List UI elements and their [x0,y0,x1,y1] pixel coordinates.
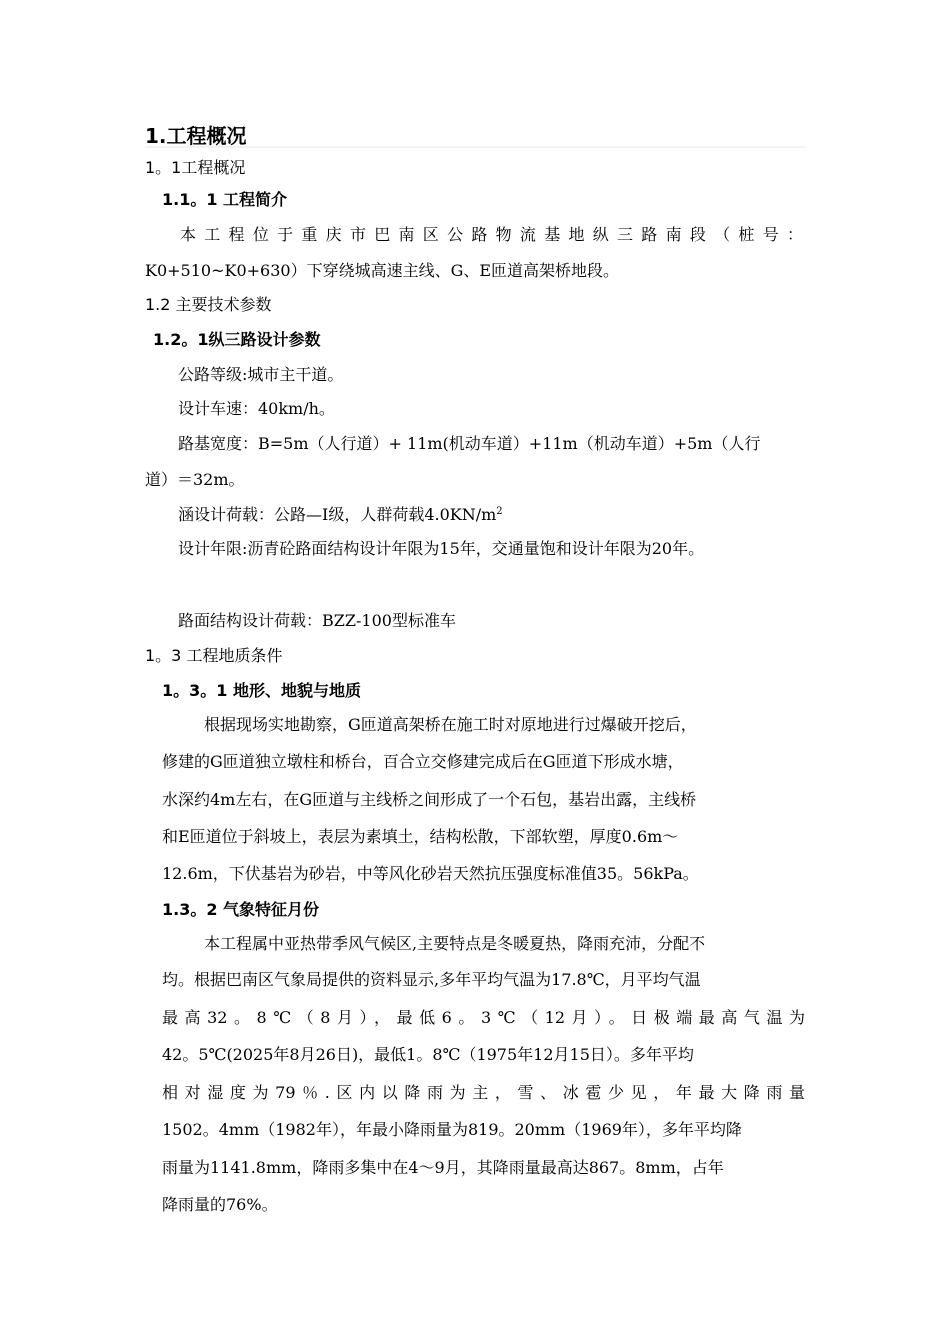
param-road-grade: 公路等级:城市主干道。 [178,365,344,384]
geology-line-5: 12.6m，下伏基岩为砂岩，中等风化砂岩天然抗压强度标准值35。56kPa。 [162,864,699,883]
climate-line-1: 本工程属中亚热带季风气候区,主要特点是冬暖夏热，降雨充沛，分配不 [204,934,706,953]
climate-line-2: 均。根据巴南区气象局提供的资料显示,多年平均气温为17.8℃，月平均气温 [162,970,701,989]
climate-line-8: 降雨量的76%。 [162,1195,278,1214]
section-1-2-1-title: 1.2。1纵三路设计参数 [153,330,321,349]
section-1-3-2-title: 1.3。2 气象特征月份 [162,900,320,919]
geology-line-4: 和E匝道位于斜坡上，表层为素填土，结构松散，下部软塑，厚度0.6m～ [162,827,679,846]
climate-line-6: 1502。4mm（1982年），年最小降雨量为819。20mm（1969年），多年平均降 [162,1120,742,1139]
geology-line-3: 水深约4m左右，在G匝道与主线桥之间形成了一个石包，基岩出露，主线桥 [162,790,697,809]
section-1-2-title: 1.2 主要技术参数 [145,295,272,314]
param-pavement-load: 路面结构设计荷载：BZZ-100型标准车 [178,611,456,630]
param-design-speed: 设计车速：40km/h。 [178,399,335,418]
param-subgrade-width-line-2: 道）＝32m。 [145,470,245,489]
section-1-3-title: 1。3 工程地质条件 [145,646,283,665]
intro-paragraph-line-2: K0+510~K0+630）下穿绕城高速主线、G、E匝道高架桥地段。 [145,261,620,280]
climate-line-7: 雨量为1141.8mm，降雨多集中在4～9月，其降雨量最高达867。8mm，占年 [162,1158,724,1177]
intro-paragraph-line-1: 本工程位于重庆市巴南区公路物流基地纵三路南段（桩号： [180,225,803,244]
climate-line-4: 42。5℃(2025年8月26日)，最低1。8℃（1975年12月15日）。多年平均 [162,1045,694,1064]
param-culvert-load-text: 涵设计荷载：公路—Ⅰ级，人群荷载4.0KN/m [178,505,497,524]
section-1-1-title: 1。1工程概况 [145,158,246,177]
param-design-life: 设计年限:沥青砼路面结构设计年限为15年，交通量饱和设计年限为20年。 [178,539,705,558]
geology-line-1: 根据现场实地勘察，G匝道高架桥在施工时对原地进行过爆破开挖后， [204,715,697,734]
heading-1: 1.工程概况 [145,124,247,148]
section-1-3-1-title: 1。3。1 地形、地貌与地质 [162,681,361,700]
climate-line-3: 最高32。8℃（8月），最低6。3℃（12月）。日极端最高气温为 [162,1008,805,1027]
param-subgrade-width-line-1: 路基宽度：B=5m（人行道）+ 11m(机动车道）+11m（机动车道）+5m（人行 [178,434,761,453]
climate-line-5: 相对湿度为79％.区内以降雨为主，雪、冰雹少见，年最大降雨量 [162,1083,805,1102]
param-culvert-load [178,505,503,525]
section-1-1-1-title: 1.1。1 工程简介 [162,190,288,209]
geology-line-2: 修建的G匝道独立墩柱和桥台，百合立交修建完成后在G匝道下形成水塘， [162,752,684,771]
param-culvert-load-superscript: 2 [496,506,503,517]
